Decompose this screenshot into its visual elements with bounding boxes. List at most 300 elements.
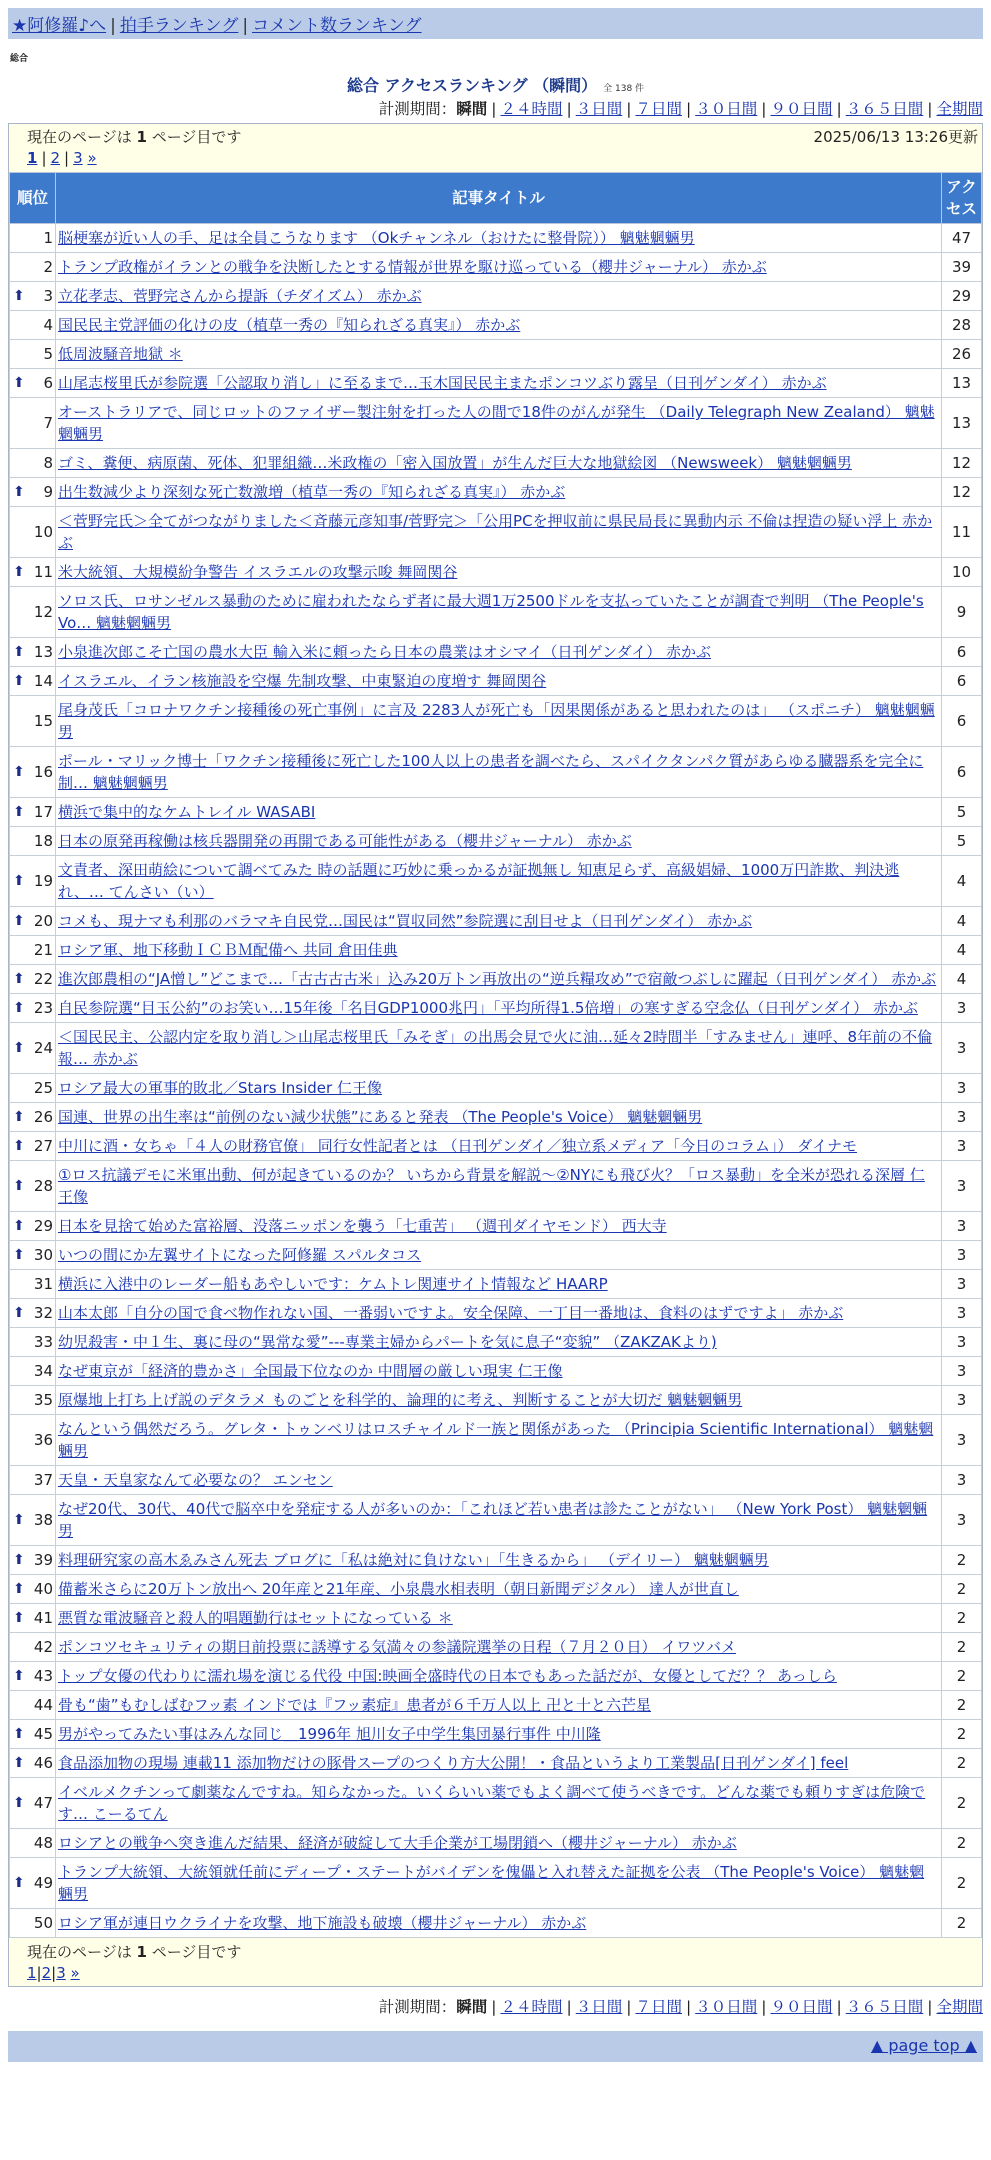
rank-cell [10,507,56,558]
access-count: 2 [942,1691,982,1720]
rank-number: 46 [33,1754,53,1772]
table-row [10,1858,982,1909]
access-count: 12 [942,449,982,478]
period-link[interactable]: ３日間 [575,1998,623,2016]
title-cell [56,1909,942,1938]
rank-cell [10,282,56,311]
rank-up-arrow-icon: ⬆ [13,1138,25,1154]
article-link[interactable]: 立花孝志、菅野完さんから提訴（チダイズム） 赤かぶ [58,287,422,305]
rank-number: 47 [33,1794,53,1812]
rank-up-arrow-icon: ⬆ [13,1218,25,1234]
access-count: 2 [942,1858,982,1909]
rank-number: 15 [33,712,53,730]
rank-number: 14 [33,672,53,690]
rank-cell [10,1132,56,1161]
table-row [10,1132,982,1161]
rank-up-arrow-icon: ⬆ [13,804,25,820]
table-row [10,1909,982,1938]
page-link-2[interactable]: 2 [41,1964,52,1982]
rank-up-arrow-icon: ⬆ [13,644,25,660]
rank-cell [10,340,56,369]
separator: | [686,1998,692,2016]
table-row [10,1575,982,1604]
table-row [10,907,982,936]
access-count: 6 [942,747,982,798]
rank-cell [10,1909,56,1938]
rank-cell [10,1633,56,1662]
rank-number: 35 [33,1391,53,1409]
article-link[interactable]: 進次郎農相の“JA憎し”どこまで…「古古古古米」込み20万トン再放出の“逆兵糧攻め”で宿敵つぶしに躍起（日刊ゲンダイ） 赤かぶ [58,970,937,988]
rank-up-arrow-icon: ⬆ [13,1610,25,1626]
separator: | [242,16,249,36]
page-link-2[interactable]: 2 [50,149,61,167]
title-cell [56,936,942,965]
article-link[interactable]: 米大統領、大規模紛争警告 イスラエルの攻撃示唆 舞岡関谷 [58,563,458,581]
title-cell [56,1328,942,1357]
period-link[interactable]: ２４時間 [500,1998,563,2016]
access-count: 3 [942,1270,982,1299]
comment-ranking-link[interactable]: コメント数ランキング [252,16,422,36]
table-row [10,1546,982,1575]
access-count: 2 [942,1546,982,1575]
article-link[interactable]: オーストラリアで、同じロットのファイザー製注射を打った人の間で18件のがんが発生 （Daily Telegraph New Zealand） 魑魅魍魎男 [58,403,935,443]
rank-cell [10,398,56,449]
separator: | [686,100,692,118]
rank-up-arrow-icon: ⬆ [13,1668,25,1684]
access-count: 3 [942,1328,982,1357]
period-link[interactable]: ７日間 [635,100,682,118]
rank-cell [10,907,56,936]
table-row [10,1662,982,1691]
access-count: 3 [942,1074,982,1103]
rank-cell [10,965,56,994]
article-link[interactable]: ゴミ、糞便、病原菌、死体、犯罪組織…米政権の「密入国放置」が生んだ巨大な地獄絵図 （Newsweek） 魑魅魍魎男 [58,454,852,472]
rank-number: 31 [33,1275,53,1293]
title-cell [56,253,942,282]
rank-number: 24 [33,1039,53,1057]
col-rank-header: 順位 [10,173,56,224]
separator: | [51,1964,57,1982]
article-link[interactable]: 出生数減少より深刻な死亡数激増（植草一秀の『知られざる真実』） 赤かぶ [58,483,566,501]
table-row [10,696,982,747]
article-link[interactable]: コメも、現ナマも利那のバラマキ自民党…国民は“買収同然”参院選に刮目せよ（日刊ゲンダイ） 赤かぶ [58,912,753,930]
separator: | [566,100,572,118]
rank-number: 16 [33,763,53,781]
article-link[interactable]: 食品添加物の現場 連載11 添加物だけの豚骨スープのつくり方大公開！・食品というより工業製品[日刊ゲンダイ] feel [58,1754,849,1772]
access-count: 12 [942,478,982,507]
col-title-header: 記事タイトル [56,173,942,224]
title-cell [56,856,942,907]
rank-number: 7 [43,414,53,432]
title-cell [56,1829,942,1858]
article-link[interactable]: イベルメクチンって劇薬なんですね。知らなかった。いくらいい薬でもよく調べて使うべきです。どんな薬でも頼りすぎは危険です… こーるてん [58,1783,926,1823]
access-count: 3 [942,1299,982,1328]
rank-number: 44 [33,1696,53,1714]
table-row [10,253,982,282]
rank-number: 32 [33,1304,53,1322]
period-link[interactable]: ３日間 [575,100,623,118]
article-link[interactable]: いつの間にか左翼サイトになった阿修羅 スパルタコス [58,1246,422,1264]
access-count: 4 [942,856,982,907]
access-count: 2 [942,1909,982,1938]
period-label: 計測期間： [378,1998,457,2016]
total-count: 全 138 件 [603,84,645,94]
table-row [10,1778,982,1829]
article-link[interactable]: トップ女優の代わりに濡れ場を演じる代役 中国:映画全盛時代の日本でもあった話だが、女優としてだ？？ あっしら [58,1667,837,1685]
table-row [10,667,982,696]
separator: | [927,1998,933,2016]
rank-number: 5 [43,345,53,363]
title-cell [56,747,942,798]
title-cell [56,1633,942,1662]
rank-up-arrow-icon: ⬆ [13,1247,25,1263]
article-link[interactable]: 備蓄米さらに20万トン放出へ 20年産と21年産、小泉農水相表明（朝日新聞デジタル） 達人が世直し [58,1580,739,1598]
title-cell [56,587,942,638]
title-cell [56,1415,942,1466]
article-link[interactable]: 尾身茂氏「コロナワクチン接種後の死亡事例」に言及 2283人が死亡も「因果関係があると思われたのは」 （スポニチ） 魑魅魍魎男 [58,701,935,741]
rank-cell [10,253,56,282]
rank-number: 13 [33,643,53,661]
table-row [10,1633,982,1662]
rank-number: 42 [33,1638,53,1656]
access-count: 2 [942,1662,982,1691]
rank-number: 26 [33,1108,53,1126]
rank-cell [10,856,56,907]
access-count: 3 [942,1357,982,1386]
article-link[interactable]: ロシアとの戦争へ突き進んだ結果、経済が破綻して大手企業が工場閉鎖へ（櫻井ジャーナル） 赤かぶ [58,1834,737,1852]
rank-cell [10,369,56,398]
article-link[interactable]: ロシア最大の軍事的敗北／Stars Insider 仁王像 [58,1079,382,1097]
rank-up-arrow-icon: ⬆ [13,1178,25,1194]
rank-cell [10,994,56,1023]
page-link-3[interactable]: 3 [56,1964,66,1982]
period-link[interactable]: ７日間 [635,1998,682,2016]
access-count: 11 [942,507,982,558]
period-link[interactable]: 全期間 [936,1998,983,2016]
article-link[interactable]: 小泉進次郎こそ亡国の農水大臣 輸入米に頼ったら日本の農業はオシマイ（日刊ゲンダイ） 赤かぶ [58,643,712,661]
access-count: 28 [942,311,982,340]
title-cell [56,965,942,994]
table-row [10,1212,982,1241]
rank-number: 40 [33,1580,53,1598]
access-count: 3 [942,994,982,1023]
rank-up-arrow-icon: ⬆ [13,673,25,689]
rank-up-arrow-icon: ⬆ [13,764,25,780]
access-count: 2 [942,1749,982,1778]
article-link[interactable]: 山尾志桜里氏が参院選「公認取り消し」に至るまで…玉木国民民主またポンコツぶり露呈（日刊ゲンダイ） 赤かぶ [58,374,827,392]
rank-up-arrow-icon: ⬆ [13,564,25,580]
article-link[interactable]: ロシア軍、地下移動ＩＣＢＭ配備へ 共同 倉田佳典 [58,941,398,959]
table-row [10,478,982,507]
article-link[interactable]: 横浜に入港中のレーダー船もあやしいです：ケムトレ関連サイト情報など HAARP [58,1275,608,1293]
rank-number: 23 [33,999,53,1017]
rank-cell [10,587,56,638]
rank-up-arrow-icon: ⬆ [13,288,25,304]
col-access-header: アクセス [942,173,982,224]
separator: | [761,1998,767,2016]
rank-cell [10,1241,56,1270]
ashura-home-link[interactable]: ★阿修羅♪へ [12,16,107,36]
table-row [10,311,982,340]
access-count: 47 [942,224,982,253]
rank-up-arrow-icon: ⬆ [13,1000,25,1016]
rank-number: 4 [43,316,53,334]
rank-cell [10,936,56,965]
pager-status: 現在のページは 1 ページ目です [27,1943,242,1961]
rank-number: 9 [43,483,53,501]
rank-cell [10,558,56,587]
top-nav-bar [8,8,983,39]
article-link[interactable]: 日本を見捨て始めた富裕層、没落ニッポンを襲う「七重苦」 （週刊ダイヤモンド） 西大寺 [58,1217,667,1235]
article-link[interactable]: 横浜で集中的なケムトレイル WASABI [58,803,316,821]
title-cell [56,507,942,558]
period-link[interactable]: ３６５日間 [845,100,924,118]
rank-cell [10,696,56,747]
table-row [10,587,982,638]
page-title [0,73,991,93]
rank-number: 8 [43,454,53,472]
rank-cell [10,1212,56,1241]
article-link[interactable]: 国民民主党評価の化けの皮（植草一秀の『知られざる真実』） 赤かぶ [58,316,521,334]
separator: | [927,100,933,118]
article-link[interactable]: ポンコツセキュリティの期日前投票に誘導する気満々の参議院選挙の日程（７月２０日） イワツバメ [58,1638,736,1656]
article-link[interactable]: トランプ政権がイランとの戦争を決断したとする情報が世界を駆け巡っている（櫻井ジャーナル） 赤かぶ [58,258,767,276]
article-link[interactable]: 幼児殺害・中１生、裏に母の“異常な愛”---専業主婦からパートを気に息子“変貌” （ZAKZAKより) [58,1333,717,1351]
period-link[interactable]: ２４時間 [500,100,563,118]
article-link[interactable]: 原爆地上打ち上げ説のデタラメ ものごとを科学的、論理的に考え、判断することが大切だ 魑魅魍魎男 [58,1391,743,1409]
table-row [10,638,982,667]
title-cell [56,1691,942,1720]
rank-up-arrow-icon: ⬆ [13,1795,25,1811]
rank-up-arrow-icon: ⬆ [13,1552,25,1568]
rank-number: 30 [33,1246,53,1264]
access-count: 13 [942,398,982,449]
page-title-text: 総合 アクセスランキング （瞬間） [346,76,598,95]
page-link-1[interactable]: 1 [27,1964,37,1982]
page-top-link[interactable]: ▲ page top ▲ [870,2036,977,2055]
table-row [10,994,982,1023]
title-cell [56,398,942,449]
article-link[interactable]: ＜菅野完氏＞全てがつながりました＜斉藤元彦知事/菅野完＞「公用PCを押収前に県民局長に異動内示 不倫は捏造の疑い浮上 赤かぶ [58,512,933,552]
table-row [10,965,982,994]
rank-cell [10,1023,56,1074]
rank-cell [10,1328,56,1357]
table-row [10,1328,982,1357]
rank-number: 28 [33,1177,53,1195]
title-cell [56,449,942,478]
title-cell [56,1299,942,1328]
table-row [10,507,982,558]
access-count: 3 [942,1161,982,1212]
page-link-3[interactable]: 3 [73,149,83,167]
rank-up-arrow-icon: ⬆ [13,1040,25,1056]
table-row [10,1829,982,1858]
period-link[interactable]: ３０日間 [695,100,758,118]
rank-up-arrow-icon: ⬆ [13,1875,25,1891]
rank-number: 37 [33,1471,53,1489]
title-cell [56,1495,942,1546]
article-link[interactable]: ①ロス抗議デモに米軍出動、何が起きているのか？ いちから背景を解説～②NYにも飛び火？「ロス暴動」を全米が恐れる深層 仁王像 [58,1166,925,1206]
article-link[interactable]: ポール・マリック博士「ワクチン接種後に死亡した100人以上の患者を調べたら、スパイクタンパク質があらゆる臓器系を完全に制… 魑魅魍魎男 [58,752,924,792]
rank-number: 49 [33,1874,53,1892]
period-link[interactable]: 全期間 [936,100,983,118]
article-link[interactable]: 男がやってみたい事はみんな同じ＿1996年 旭川女子中学生集団暴行事件 中川隆 [58,1725,601,1743]
article-link[interactable]: 低周波騒音地獄 ＊ [58,345,183,363]
period-link[interactable]: ９０日間 [770,1998,833,2016]
next-page-link[interactable]: » [70,1964,80,1982]
access-count: 2 [942,1633,982,1662]
pager-bottom [9,1938,982,1986]
rank-cell [10,1386,56,1415]
updated-timestamp: 2025/06/13 13:26更新 [813,128,978,146]
article-link[interactable]: 国連、世界の出生率は“前例のない減少状態”にあると発表 （The People's Voice） 魑魅魍魎男 [58,1108,703,1126]
rank-cell [10,667,56,696]
rank-number: 27 [33,1137,53,1155]
table-row [10,856,982,907]
title-cell [56,798,942,827]
article-link[interactable]: なぜ20代、30代、40代で脳卒中を発症する人が多いのか：「これほど若い患者は診たことがない」 （New York Post） 魑魅魍魎男 [58,1500,928,1540]
title-cell [56,994,942,1023]
title-cell [56,558,942,587]
article-link[interactable]: 日本の原発再稼働は核兵器開発の再開である可能性がある（櫻井ジャーナル） 赤かぶ [58,832,632,850]
title-cell [56,1386,942,1415]
access-count: 4 [942,965,982,994]
next-page-link[interactable]: » [87,149,97,167]
separator: | [566,1998,572,2016]
rank-number: 22 [33,970,53,988]
rank-number: 12 [33,603,53,621]
access-count: 39 [942,253,982,282]
rank-up-arrow-icon: ⬆ [13,1581,25,1597]
rank-cell [10,478,56,507]
table-row [10,1241,982,1270]
article-link[interactable]: 文責者、深田萌絵について調べてみた 時の話題に巧妙に乗っかるが証拠無し 知恵足らず、高級娼婦、1000万円詐欺、判決逃れ、… てんさい（い） [58,861,900,901]
article-link[interactable]: イスラエル、イラン核施設を空爆 先制攻撃、中東緊迫の度増す 舞岡関谷 [58,672,547,690]
rank-cell [10,1270,56,1299]
rank-number: 17 [33,803,53,821]
rank-cell [10,827,56,856]
access-count: 6 [942,696,982,747]
rank-number: 36 [33,1431,53,1449]
title-cell [56,369,942,398]
period-link[interactable]: ９０日間 [770,100,833,118]
access-count: 26 [942,340,982,369]
article-link[interactable]: 悪質な電波騒音と殺人的唱題勤行はセットになっている ＊ [58,1609,453,1627]
table-row [10,1415,982,1466]
rank-cell [10,311,56,340]
rank-number: 38 [33,1511,53,1529]
separator: | [626,1998,632,2016]
rank-number: 25 [33,1079,53,1097]
access-count: 3 [942,1495,982,1546]
separator: | [836,1998,842,2016]
access-count: 3 [942,1415,982,1466]
title-cell [56,1132,942,1161]
applause-ranking-link[interactable]: 拍手ランキング [119,16,239,36]
title-cell [56,1357,942,1386]
rank-number: 50 [33,1914,53,1932]
access-count: 4 [942,907,982,936]
table-row [10,1604,982,1633]
rank-up-arrow-icon: ⬆ [13,873,25,889]
rank-up-arrow-icon: ⬆ [13,913,25,929]
rank-cell [10,747,56,798]
table-row [10,1691,982,1720]
period-label: 計測期間： [378,100,457,118]
table-row [10,282,982,311]
article-link[interactable]: なぜ東京が「経済的豊かさ」全国最下位なのか 中間層の厳しい現実 仁王像 [58,1362,563,1380]
rank-number: 10 [33,523,53,541]
rank-cell [10,1546,56,1575]
period-link[interactable]: ３６５日間 [845,1998,924,2016]
table-row [10,747,982,798]
article-link[interactable]: 骨も“歯”もむしばむフッ素 インドでは『フッ素症』患者が６千万人以上 卍と十と六芒星 [58,1696,651,1714]
table-row [10,449,982,478]
footer-bar [8,2031,983,2062]
page-nav [27,149,976,167]
rank-up-arrow-icon: ⬆ [13,484,25,500]
table-row [10,224,982,253]
table-row [10,1720,982,1749]
table-row [10,1466,982,1495]
rank-number: 39 [33,1551,53,1569]
title-cell [56,1720,942,1749]
separator: | [64,149,70,167]
table-row [10,1386,982,1415]
access-count: 3 [942,1103,982,1132]
rank-cell [10,1103,56,1132]
title-cell [56,1466,942,1495]
rank-number: 18 [33,832,53,850]
article-link[interactable]: トランプ大統領、大統領就任前にディープ・ステートがバイデンを傀儡と入れ替えた証拠を公表 （The People's Voice） 魑魅魍魎男 [58,1863,925,1903]
article-link[interactable]: 料理研究家の高木ゑみさん死去 ブログに「私は絶対に負けない」「生きるから」 （デイリー） 魑魅魍魎男 [58,1551,769,1569]
period-link[interactable]: ３０日間 [695,1998,758,2016]
rank-cell [10,1495,56,1546]
rank-cell [10,1720,56,1749]
table-row [10,1103,982,1132]
rank-number: 41 [33,1609,53,1627]
title-cell [56,638,942,667]
article-link[interactable]: 天皇・天皇家なんて必要なの？ エンセン [58,1471,333,1489]
title-cell [56,1241,942,1270]
access-count: 13 [942,369,982,398]
rank-number: 19 [33,872,53,890]
table-row [10,398,982,449]
rank-number: 11 [33,563,53,581]
access-count: 6 [942,638,982,667]
table-row [10,1749,982,1778]
table-header-row [10,173,982,224]
article-link[interactable]: ＜国民民主、公認内定を取り消し＞山尾志桜里氏「みそぎ」の出馬会見で火に油…延々2時間半「すみません」連呼、8年前の不倫報… 赤かぶ [58,1028,933,1068]
rank-number: 2 [43,258,53,276]
separator: | [626,100,632,118]
article-link[interactable]: ソロス氏、ロサンゼルス暴動のために雇われたならず者に最大週1万2500ドルを支払っていたことが調査で判明 （The People's Vo… 魑魅魍魎男 [58,592,924,632]
article-link[interactable]: 脳梗塞が近い人の手、足は全員こうなります （Okチャンネル（おけたに整骨院）） 魑魅魍魎男 [58,229,695,247]
article-link[interactable]: なんという偶然だろう。グレタ・トゥンベリはロスチャイルド一族と関係があった （Principia Scientific International） 魑魅魍魎男 [58,1420,934,1460]
article-link[interactable]: ロシア軍が連日ウクライナを攻撃、地下施設も破壊（櫻井ジャーナル） 赤かぶ [58,1914,587,1932]
rank-up-arrow-icon: ⬆ [13,1512,25,1528]
access-count: 2 [942,1575,982,1604]
article-link[interactable]: 自民参院選“目玉公約”のお笑い…15年後「名目GDP1000兆円」「平均所得1.5倍増」の寒すぎる空念仏（日刊ゲンダイ） 赤かぶ [58,999,918,1017]
rank-cell [10,1466,56,1495]
rank-cell [10,1575,56,1604]
rank-number: 6 [43,374,53,392]
article-link[interactable]: 中川に酒・女ちゃ「４人の財務官僚」 同行女性記者とは （日刊ゲンダイ／独立系メディア「今日のコラム」） ダイナモ [58,1137,857,1155]
title-cell [56,1074,942,1103]
article-link[interactable]: 山本太郎「自分の国で食べ物作れない国、一番弱いですよ。安全保障、一丁目一番地は、食料のはずですよ」 赤かぶ [58,1304,844,1322]
period-selector-bottom [8,1995,983,2016]
page-link-1[interactable]: 1 [27,149,38,167]
